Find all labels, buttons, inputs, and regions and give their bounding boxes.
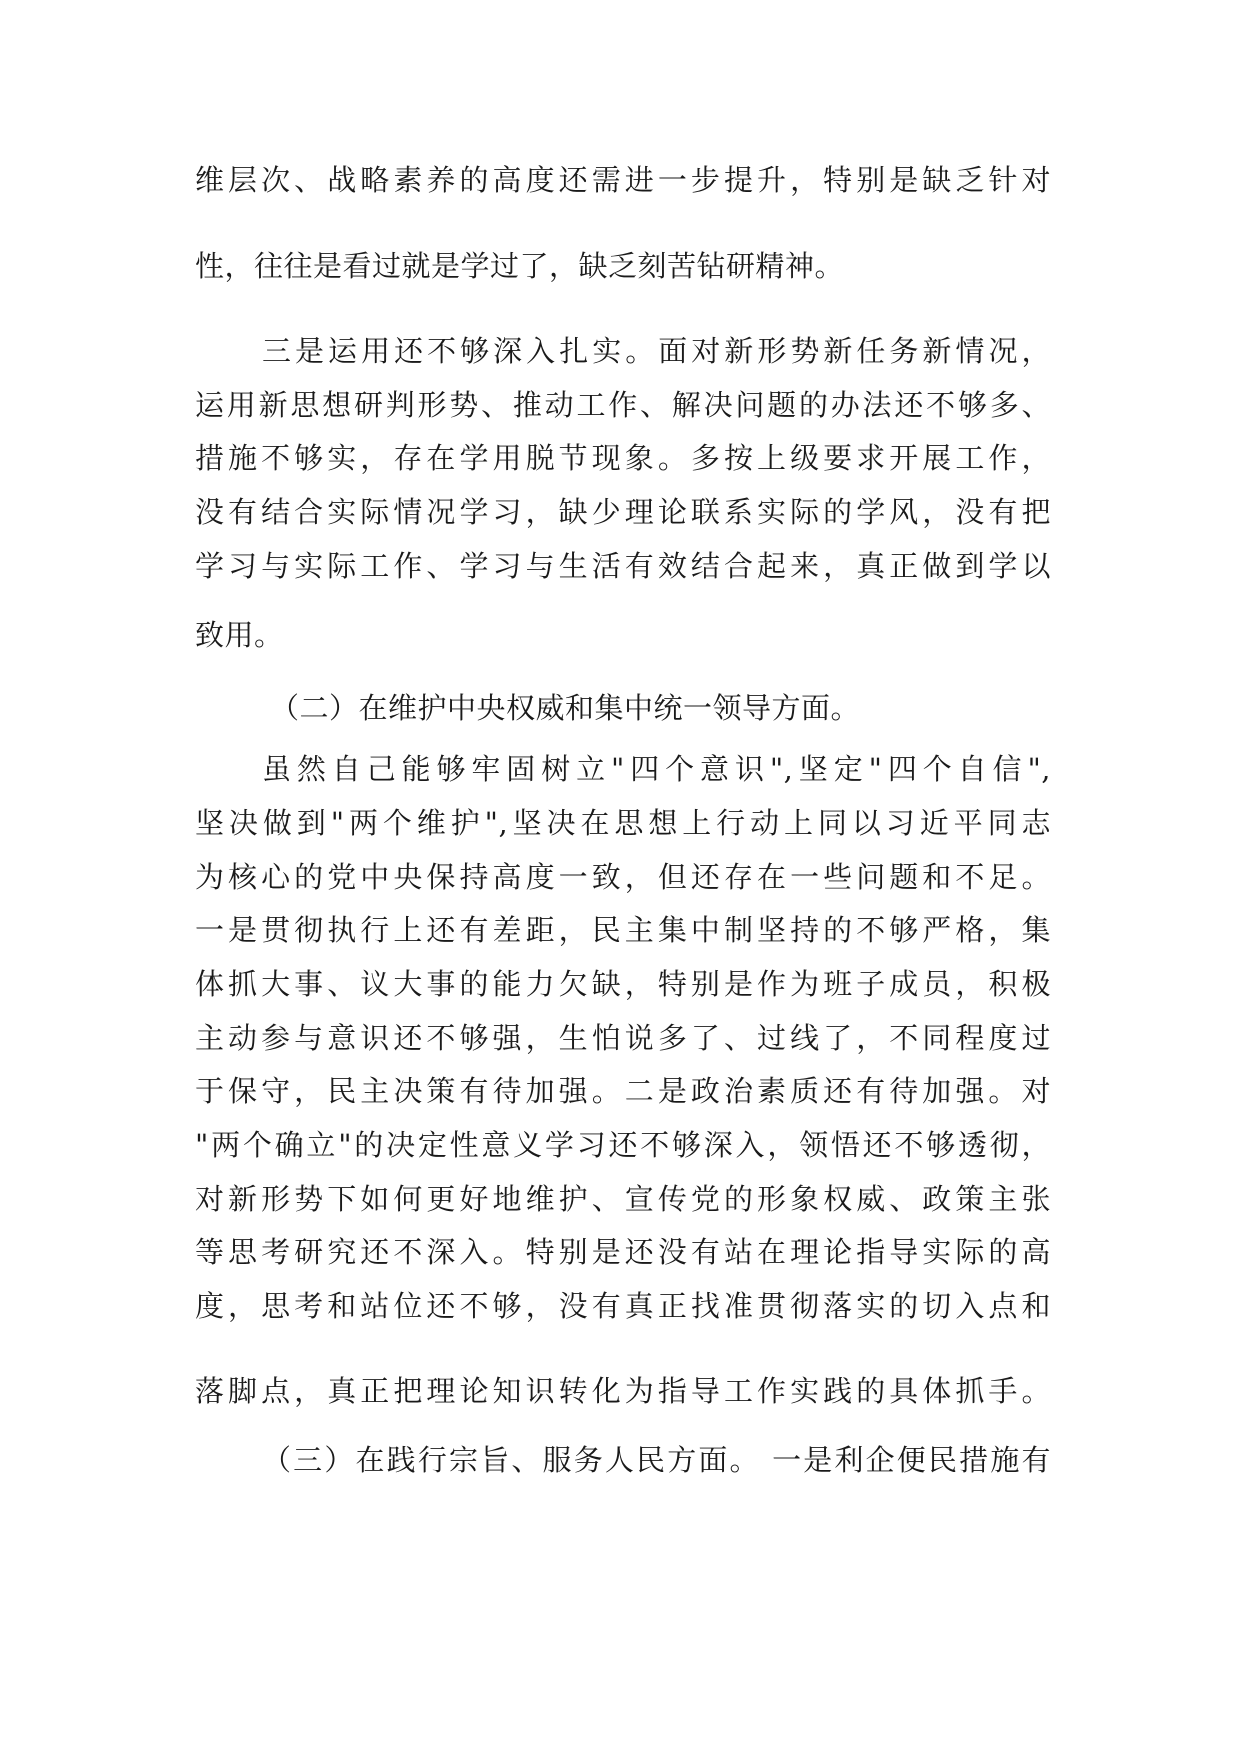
text-line: 体抓大事、议大事的能力欠缺，特别是作为班子成员，积极 xyxy=(195,967,1051,1001)
text-line: 虽然自己能够牢固树立"四个意识",坚定"四个自信", xyxy=(262,752,1051,786)
text-line: 一是贯彻执行上还有差距，民主集中制坚持的不够严格，集 xyxy=(195,913,1051,947)
text-line: 维层次、战略素养的高度还需进一步提升，特别是缺乏针对 xyxy=(195,163,1051,197)
text-line: 运用新思想研判形势、推动工作、解决问题的办法还不够多、 xyxy=(195,388,1051,422)
text-line: 三是运用还不够深入扎实。面对新形势新任务新情况， xyxy=(262,334,1051,368)
text-line: 学习与实际工作、学习与生活有效结合起来，真正做到学以 xyxy=(195,549,1051,583)
text-line: 对新形势下如何更好地维护、宣传党的形象权威、政策主张 xyxy=(195,1182,1051,1216)
text-line: 坚决做到"两个维护",坚决在思想上行动上同以习近平同志 xyxy=(195,806,1051,840)
text-line: 致用。 xyxy=(195,618,284,652)
text-line: 于保守，民主决策有待加强。二是政治素质还有待加强。对 xyxy=(195,1074,1051,1108)
section-heading: （三）在践行宗旨、服务人民方面。 一是利企便民措施有 xyxy=(262,1443,1051,1477)
section-heading: （二）在维护中央权威和集中统一领导方面。 xyxy=(270,691,861,725)
text-line: 没有结合实际情况学习，缺少理论联系实际的学风，没有把 xyxy=(195,495,1051,529)
text-line: 性，往往是看过就是学过了，缺乏刻苦钻研精神。 xyxy=(195,249,845,283)
text-line: 等思考研究还不深入。特别是还没有站在理论指导实际的高 xyxy=(195,1235,1051,1269)
text-line: 落脚点，真正把理论知识转化为指导工作实践的具体抓手。 xyxy=(195,1374,1051,1408)
text-line: 主动参与意识还不够强，生怕说多了、过线了，不同程度过 xyxy=(195,1021,1051,1055)
text-line: 措施不够实，存在学用脱节现象。多按上级要求开展工作， xyxy=(195,441,1051,475)
text-line: 度，思考和站位还不够，没有真正找准贯彻落实的切入点和 xyxy=(195,1289,1051,1323)
text-line: 为核心的党中央保持高度一致，但还存在一些问题和不足。 xyxy=(195,860,1051,894)
text-line: "两个确立"的决定性意义学习还不够深入，领悟还不够透彻， xyxy=(195,1128,1051,1162)
